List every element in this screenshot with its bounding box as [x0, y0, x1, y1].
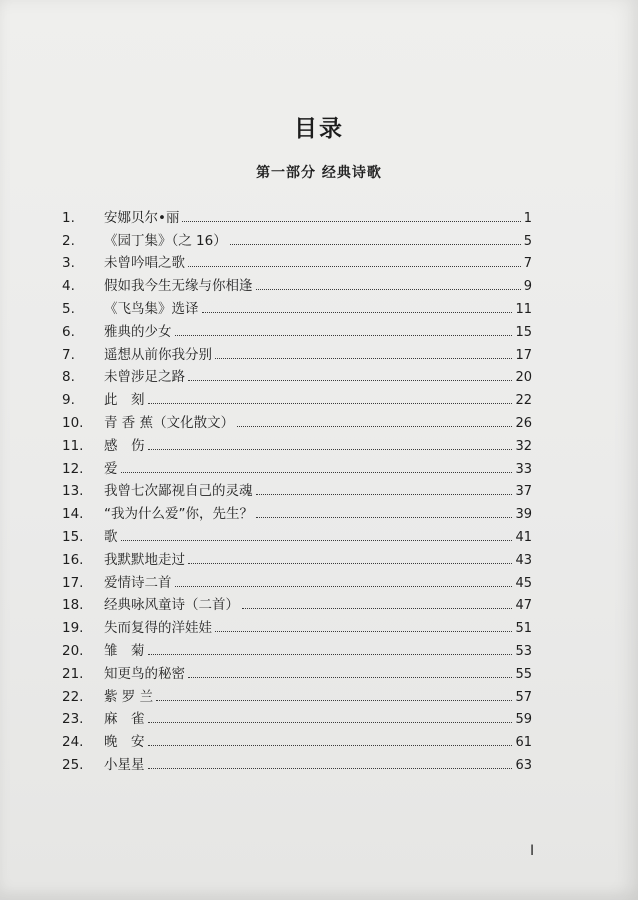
- dot-leader: [202, 312, 513, 313]
- dot-leader: [148, 449, 513, 450]
- section-heading: 第一部分 经典诗歌: [256, 165, 382, 181]
- toc-entry-title: 爱: [104, 460, 118, 477]
- toc-entry-title: 雏 菊: [104, 642, 145, 659]
- toc-entry[interactable]: [62, 522, 532, 545]
- toc-entry-number: 23.: [62, 711, 84, 728]
- toc-entry-page: 9: [523, 279, 532, 295]
- toc-entry-title: 《飞鸟集》选译: [104, 300, 199, 317]
- dot-leader: [148, 745, 513, 746]
- page-title: 目录: [294, 116, 344, 142]
- toc-entry-number: 2.: [62, 232, 75, 249]
- toc-entry-page: 20: [515, 370, 532, 386]
- toc-entry-number: 6.: [62, 323, 75, 340]
- dot-leader: [156, 700, 512, 701]
- dot-leader: [182, 221, 520, 222]
- toc-entry-page: 53: [515, 643, 532, 659]
- toc-entry[interactable]: [62, 408, 532, 431]
- toc-entry-page: 22: [515, 393, 532, 409]
- toc-entry-title: 《园丁集》（之 16）: [104, 232, 227, 249]
- toc-entry-number: 7.: [62, 346, 75, 363]
- toc-entry-number: 21.: [62, 665, 84, 682]
- toc-entry-number: 9.: [62, 392, 75, 409]
- toc-entry-page: 63: [515, 757, 532, 773]
- toc-entry[interactable]: [62, 203, 532, 226]
- toc-entry[interactable]: [62, 591, 532, 614]
- toc-entry[interactable]: [62, 659, 532, 682]
- toc-entry-page: 37: [515, 484, 532, 500]
- toc-entry-page: 57: [515, 689, 532, 705]
- toc-entry-page: 61: [515, 735, 532, 751]
- toc-entry-page: 32: [515, 438, 532, 454]
- dot-leader: [148, 722, 513, 723]
- dot-leader: [175, 335, 513, 336]
- toc-entry-number: 5.: [62, 300, 75, 317]
- dot-leader: [121, 472, 513, 473]
- toc-entry-page: 51: [515, 621, 532, 637]
- toc-entry[interactable]: [62, 727, 532, 750]
- dot-leader: [230, 244, 521, 245]
- dot-leader: [237, 426, 512, 427]
- dot-leader: [121, 540, 513, 541]
- toc-entry-title: 此 刻: [104, 392, 145, 409]
- toc-entry-number: 10.: [62, 414, 84, 431]
- toc-entry-title: 安娜贝尔•丽: [104, 209, 180, 226]
- dot-leader: [215, 631, 512, 632]
- toc-entry[interactable]: [62, 682, 532, 705]
- toc-entry-number: 24.: [62, 734, 84, 751]
- toc-entry-title: 歌: [104, 528, 118, 545]
- toc-entry[interactable]: [62, 705, 532, 728]
- toc-entry[interactable]: [62, 454, 532, 477]
- dot-leader: [148, 768, 513, 769]
- toc-entry[interactable]: [62, 545, 532, 568]
- toc-entry-title: 未曾吟唱之歌: [104, 255, 185, 272]
- toc-entry[interactable]: [62, 249, 532, 272]
- toc-entry-number: 15.: [62, 528, 84, 545]
- toc-entry-number: 14.: [62, 506, 84, 523]
- toc-entry-page: 26: [515, 415, 532, 431]
- toc-entry-title: 紫 罗 兰: [104, 688, 154, 705]
- toc-entry-page: 55: [515, 666, 532, 682]
- toc-entry-number: 25.: [62, 756, 84, 773]
- dot-leader: [188, 677, 512, 678]
- toc-entry-title: 小星星: [104, 756, 145, 773]
- toc-entry-number: 17.: [62, 574, 84, 591]
- toc-entry-number: 13.: [62, 483, 84, 500]
- toc-entry-number: 3.: [62, 255, 75, 272]
- dot-leader: [188, 266, 521, 267]
- toc-entry-title: 知更鸟的秘密: [104, 665, 185, 682]
- toc-entry-title: 假如我今生无缘与你相逢: [104, 278, 253, 295]
- toc-entry-number: 19.: [62, 620, 84, 637]
- toc-entry-page: 47: [515, 598, 532, 614]
- toc-entry[interactable]: [62, 363, 532, 386]
- toc-entry[interactable]: [62, 385, 532, 408]
- toc-entry-title: 晚 安: [104, 734, 145, 751]
- toc-entry[interactable]: [62, 499, 532, 522]
- toc-entry-page: 17: [515, 347, 532, 363]
- toc-entry-title: 感 伤: [104, 437, 145, 454]
- dot-leader: [188, 563, 512, 564]
- toc-entry-title: 我默默地走过: [104, 551, 185, 568]
- toc-entry-title: 爱情诗二首: [104, 574, 172, 591]
- toc-entry-title: 雅典的少女: [104, 323, 172, 340]
- toc-entry[interactable]: [62, 431, 532, 454]
- toc-entry-number: 11.: [62, 437, 84, 454]
- toc-entry-number: 22.: [62, 688, 84, 705]
- toc-entry-page: 33: [515, 461, 532, 477]
- table-of-contents: [62, 203, 532, 773]
- dot-leader: [256, 517, 512, 518]
- page-number: I: [530, 843, 535, 859]
- toc-entry[interactable]: [62, 317, 532, 340]
- toc-entry-page: 43: [515, 552, 532, 568]
- dot-leader: [215, 358, 512, 359]
- toc-entry-number: 4.: [62, 278, 75, 295]
- toc-entry-title: 遥想从前你我分别: [104, 346, 212, 363]
- toc-entry-title: 麻 雀: [104, 711, 145, 728]
- toc-entry[interactable]: [62, 271, 532, 294]
- toc-entry-page: 59: [515, 712, 532, 728]
- toc-entry-number: 1.: [62, 209, 75, 226]
- toc-entry-title: 青 香 蕉（文化散文）: [104, 414, 235, 431]
- toc-entry-title: 失而复得的洋娃娃: [104, 620, 212, 637]
- toc-entry[interactable]: [62, 340, 532, 363]
- toc-entry[interactable]: [62, 568, 532, 591]
- dot-leader: [188, 380, 512, 381]
- toc-entry-page: 1: [523, 210, 532, 226]
- dot-leader: [256, 289, 521, 290]
- dot-leader: [148, 654, 513, 655]
- toc-entry-title: 未曾涉足之路: [104, 369, 185, 386]
- dot-leader: [148, 403, 513, 404]
- dot-leader: [175, 586, 513, 587]
- toc-entry-page: 41: [515, 529, 532, 545]
- toc-entry-page: 5: [523, 233, 532, 249]
- toc-entry-number: 20.: [62, 642, 84, 659]
- toc-entry[interactable]: [62, 294, 532, 317]
- toc-entry-page: 15: [515, 324, 532, 340]
- toc-entry-page: 7: [523, 256, 532, 272]
- toc-entry-title: 我曾七次鄙视自己的灵魂: [104, 483, 253, 500]
- toc-entry-title: 经典咏风童诗（二首）: [104, 597, 239, 614]
- toc-entry[interactable]: [62, 613, 532, 636]
- dot-leader: [242, 608, 512, 609]
- toc-entry[interactable]: [62, 226, 532, 249]
- toc-entry-page: 39: [515, 507, 532, 523]
- toc-entry[interactable]: [62, 477, 532, 500]
- toc-entry-page: 45: [515, 575, 532, 591]
- toc-entry-page: 11: [515, 301, 532, 317]
- toc-entry[interactable]: [62, 750, 532, 773]
- toc-entry[interactable]: [62, 636, 532, 659]
- toc-entry-title: “我为什么爱”你，先生？: [104, 506, 253, 523]
- dot-leader: [256, 494, 513, 495]
- toc-entry-number: 8.: [62, 369, 75, 386]
- toc-entry-number: 16.: [62, 551, 84, 568]
- toc-entry-number: 18.: [62, 597, 84, 614]
- toc-entry-number: 12.: [62, 460, 84, 477]
